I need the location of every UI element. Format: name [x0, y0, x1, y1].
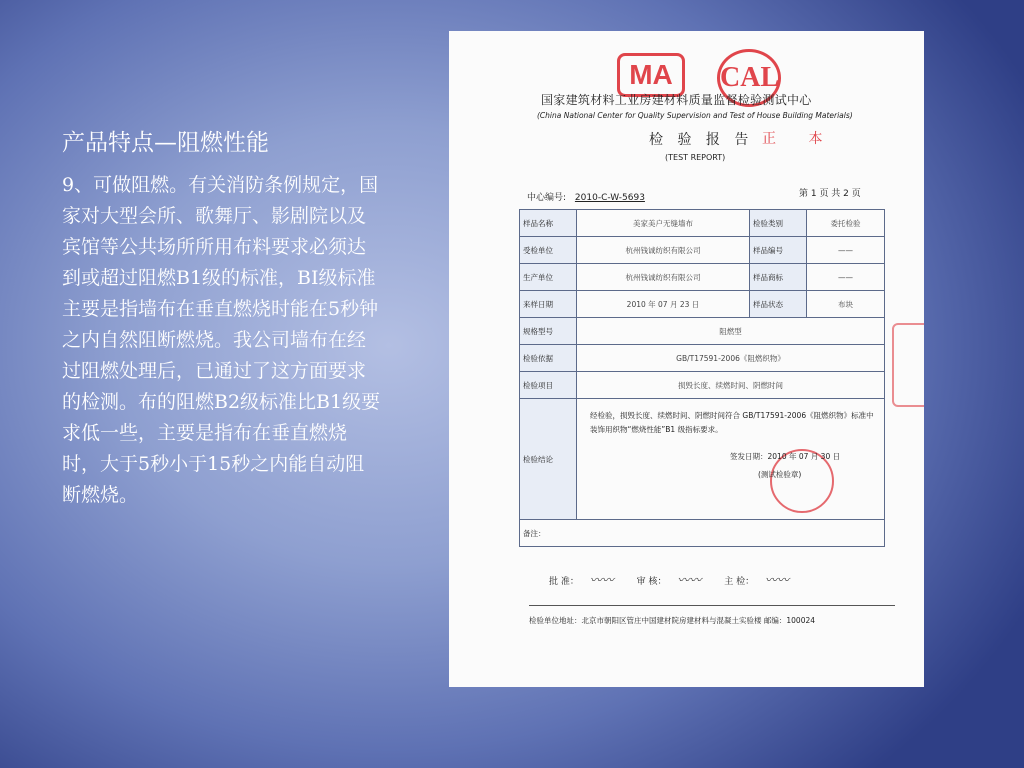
trademark-label: 样品商标	[749, 264, 806, 291]
basis-label: 检验依据	[520, 345, 577, 372]
conclusion-block	[580, 399, 881, 519]
report-table	[519, 209, 885, 547]
cal-seal-logo: CAL	[717, 49, 781, 107]
slide-body-text: 9、可做阻燃。有关消防条例规定，国家对大型会所、歌舞厅、影剧院以及宾馆等公共场所所用布料要求必须达到或超过阻燃B1级的标准，BI级标准主要是指墙布在垂直燃烧时能在5秒钟之内自然阻断燃烧。我公司墙布在经过阻燃处理后，已通过了这方面要求的检测。布的阻燃B2级标准比B1级要求低一些，主要是指布在垂直燃烧时，大于5秒小于15秒之内能自动阻断燃烧。	[62, 174, 381, 506]
signature-row	[549, 571, 809, 588]
review-signature: 〰〰	[677, 573, 702, 587]
table-row	[520, 345, 885, 372]
approve-label: 批 准：	[549, 577, 579, 587]
ma-seal-logo: MA	[617, 53, 685, 97]
sample-name-value: 美家美户无缝墙布	[577, 210, 750, 237]
report-org-name: 国家建筑材料工业房建材料质量监督检验测试中心	[541, 93, 812, 107]
table-row	[520, 372, 885, 399]
conclusion-text: 经检验，损毁长度、续燃时间、阴燃时间符合 GB/T17591-2006《阻燃织物》标准中装饰用织物“燃烧性能”B1 级指标要求。	[590, 411, 874, 434]
trademark-value: ——	[806, 264, 884, 291]
table-row	[520, 399, 885, 520]
state-label: 样品状态	[749, 291, 806, 318]
producer-label: 生产单位	[520, 264, 577, 291]
date-value: 2010 年 07 月 23 日	[577, 291, 750, 318]
conclusion-cell	[577, 399, 885, 520]
client-label: 受检单位	[520, 237, 577, 264]
table-row	[520, 210, 885, 237]
page-info: 第 1 页 共 2 页	[799, 189, 861, 199]
sample-name-label: 样品名称	[520, 210, 577, 237]
report-title: 检 验 报 告	[649, 132, 754, 148]
table-row	[520, 318, 885, 345]
table-row	[520, 520, 885, 547]
report-address: 检验单位地址：北京市朝阳区管庄中国建材院房建材料与混凝土实验楼 邮编：100024	[529, 616, 816, 625]
client-value: 杭州钱诚纺织有限公司	[577, 237, 750, 264]
approve-signature: 〰〰	[589, 573, 614, 587]
basis-value: GB/T17591-2006《阻燃织物》	[577, 345, 885, 372]
test-chapter-label: (测试检验章)	[758, 470, 802, 479]
state-value: 布块	[806, 291, 884, 318]
sample-no-value: ——	[806, 237, 884, 264]
edge-stamp-seal	[892, 323, 924, 407]
center-number-label: 中心编号:	[527, 193, 567, 203]
spec-label: 规格型号	[520, 318, 577, 345]
sample-no-label: 样品编号	[749, 237, 806, 264]
items-label: 检验项目	[520, 372, 577, 399]
sign-date: 签发日期：2010 年 07 月 30 日	[730, 452, 841, 461]
conclusion-label: 检验结论	[520, 399, 577, 520]
spec-value: 阻燃型	[577, 318, 885, 345]
table-row	[520, 291, 885, 318]
table-row	[520, 237, 885, 264]
items-value: 损毁长度、续燃时间、阴燃时间	[577, 372, 885, 399]
center-number-value: 2010-C-W-5693	[574, 193, 645, 203]
table-row	[520, 264, 885, 291]
slide-title: 产品特点—阻燃性能	[62, 130, 269, 156]
report-title-en: (TEST REPORT)	[665, 153, 726, 162]
test-type-label: 检验类别	[749, 210, 806, 237]
test-report-image	[449, 31, 924, 687]
remark-label: 备注：	[520, 520, 885, 547]
producer-value: 杭州钱诚纺织有限公司	[577, 264, 750, 291]
original-copy-mark: 正 本	[762, 131, 837, 147]
divider	[529, 605, 895, 606]
test-type-value: 委托检验	[806, 210, 884, 237]
main-inspector-label: 主 检：	[724, 577, 755, 587]
center-number	[527, 190, 651, 203]
main-inspector-signature: 〰〰	[765, 573, 790, 587]
report-org-name-en: (China National Center for Quality Supervision and Test of House Building Materials)	[537, 111, 853, 120]
review-label: 审 核：	[636, 577, 667, 587]
date-label: 来样日期	[520, 291, 577, 318]
